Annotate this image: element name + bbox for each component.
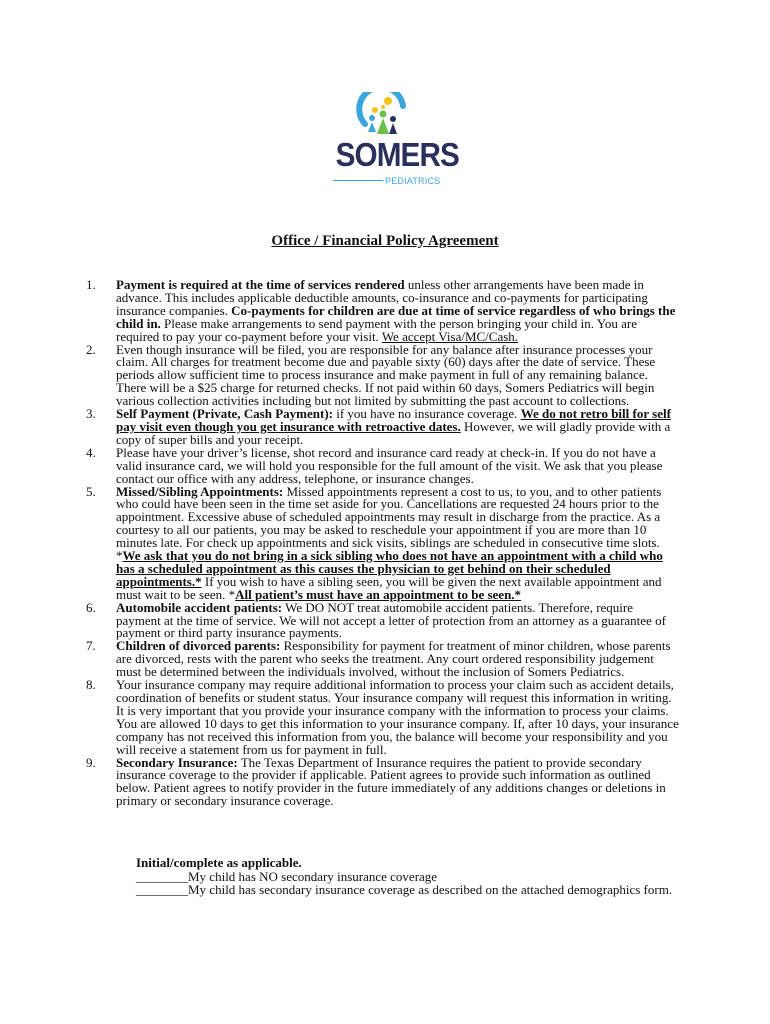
item-heading: Automobile accident patients: xyxy=(116,599,283,615)
item-number: 1. xyxy=(86,277,96,292)
item-text: However, we will gladly provide with a copy of super bills and your receipt. xyxy=(116,418,671,447)
item-text: if you have no insurance coverage. xyxy=(332,406,521,422)
logo-child-body-2 xyxy=(377,118,389,134)
policy-item-missed-appointments xyxy=(86,483,681,602)
initial-blank-2[interactable]: ________ xyxy=(136,882,188,897)
item-number: 5. xyxy=(86,483,96,499)
item-number: 2. xyxy=(86,341,96,357)
initial-option-has-secondary xyxy=(136,883,681,897)
policy-list xyxy=(86,279,681,808)
item-heading: Children of divorced parents: xyxy=(116,638,281,654)
logo-child-head-2 xyxy=(380,111,387,118)
policy-item-check-in xyxy=(86,444,681,486)
initial-option-no-secondary xyxy=(136,870,681,884)
item-text: If you wish to have a sibling seen, you will be given the next available appointment and must wait to be seen. * xyxy=(116,573,662,602)
policy-item-balance xyxy=(86,341,681,409)
item-text: Even though insurance will be filed, you are responsible for any balance after insurance processes your claim. All charges for treatment become due and payable sixty (60) days after the date of service. These periods allow sufficient time to process insurance and make payment in full of any remaining balance. There will be a $25 charge for returned checks. If not paid within 60 days, Somers Pediatrics will begin various collection activities including but not limited by submitting the past account to collections. xyxy=(116,341,656,409)
logo-subtitle: PEDIATRICS xyxy=(385,176,441,186)
logo-star-2 xyxy=(372,107,378,113)
item-heading: Secondary Insurance: xyxy=(116,754,238,770)
policy-item-self-payment xyxy=(86,408,681,447)
policy-item-divorced-parents xyxy=(86,640,681,679)
logo-star-1 xyxy=(384,97,392,105)
initial-section xyxy=(136,856,681,897)
item-number: 4. xyxy=(86,444,96,460)
item-number: 8. xyxy=(86,677,96,693)
item-text: Missed appointments represent a cost to us, to you, and to other patients who could have been seen in the time set aside for you. Cancellations are requested 24 hours prior to the appointment. Excessive abuse of scheduled appointments may result in discharge from the practice. As a courtesy to all our patients, you may be asked to reschedule your appointment if you are more than 10 minutes late. For check up appointments and sick visits, siblings are scheduled in consecutive time slots. * xyxy=(116,483,662,564)
item-heading: Missed/Sibling Appointments: xyxy=(116,483,284,499)
logo-child-body-1 xyxy=(368,122,376,132)
item-emphasis: We do not retro bill for self pay visit even though you get insurance with retroactive dates. xyxy=(116,406,671,434)
item-heading: Payment is required at the time of services rendered xyxy=(116,277,405,292)
item-emphasis: All patient’s must have an appointment to be seen.* xyxy=(235,586,522,602)
logo-arc xyxy=(359,92,403,124)
item-number: 3. xyxy=(86,406,96,422)
item-number: 7. xyxy=(86,638,96,654)
item-emphasis: We ask that you do not bring in a sick sibling who does not have an appointment with a child who has a scheduled appointment as this causes the physician to get behind on their scheduled appointments.* xyxy=(116,548,663,589)
item-text: unless other arrangements have been made in advance. This includes applicable deductible amounts, co-insurance and co-payments for participating insurance companies. xyxy=(116,277,648,318)
document-title: Office / Financial Policy Agreement xyxy=(271,233,499,249)
item-emphasis: Co-payments for children are due at time of service regardless of who brings the child in. xyxy=(116,302,676,331)
somers-pediatrics-logo xyxy=(325,92,459,202)
logo-underline xyxy=(333,180,383,181)
item-text: We DO NOT treat automobile accident patients. Therefore, require payment at the time of service. We will not accept a letter of protection from an attorney as a guarantee of payment or third party insurance payments. xyxy=(116,599,666,641)
item-heading: Self Payment (Private, Cash Payment): xyxy=(116,406,333,422)
policy-item-secondary-insurance xyxy=(86,754,681,809)
item-text: Please have your driver’s license, shot record and insurance card ready at check-in. If you do not have a valid insurance card, we will hold you responsible for the full amount of the visit. We ask that you please contact our office with any address, telephone, or insurance changes. xyxy=(116,444,663,486)
item-text: Please make arrangements to send payment with the person bringing your child in. You are required to pay your co-payment before your visit. xyxy=(116,315,637,344)
logo-child-body-3 xyxy=(389,123,397,134)
initial-blank-1[interactable]: ________ xyxy=(136,868,188,884)
item-number: 6. xyxy=(86,599,96,615)
item-text: The Texas Department of Insurance requires the patient to provide secondary insurance coverage to the provider if applicable. Patient agrees to provide such information as outlined below. Patient agrees to notify provider in the future immediately of any additions changes or deletions in primary or secondary insurance coverage. xyxy=(116,754,666,809)
item-text: Responsibility for payment for treatment of minor children, whose parents are divorced, rests with the parent who seeks the treatment. Any court ordered responsibility judgement must be determined between the individuals involved, without the inclusion of Somers Pediatrics. xyxy=(116,638,671,680)
item-text: Your insurance company may require additional information to process your claim such as accident details, coordination of benefits or student status. Your insurance company will request this information in writing. It is very important that you provide your insurance company with the information to process your claims. You are allowed 10 days to get this information to your insurance company. If, after 10 days, your insurance company has not received this information from you, the balance will become your responsibility and you will receive a statement from us for payment in full. xyxy=(116,677,679,757)
item-underline: We accept Visa/MC/Cash. xyxy=(381,328,519,344)
option-text: My child has NO secondary insurance coverage xyxy=(188,868,438,884)
logo-child-head-3 xyxy=(390,116,396,122)
item-number: 9. xyxy=(86,754,96,770)
logo-child-head-1 xyxy=(369,115,375,121)
option-text: My child has secondary insurance coverage as described on the attached demographics form. xyxy=(188,882,673,897)
initial-heading: Initial/complete as applicable. xyxy=(136,855,302,870)
policy-item-payment xyxy=(86,279,681,344)
logo-wordmark: SOMERS xyxy=(335,136,459,173)
logo-star-3 xyxy=(381,105,385,109)
policy-item-insurance-info xyxy=(86,679,681,756)
policy-item-auto-accident xyxy=(86,599,681,641)
